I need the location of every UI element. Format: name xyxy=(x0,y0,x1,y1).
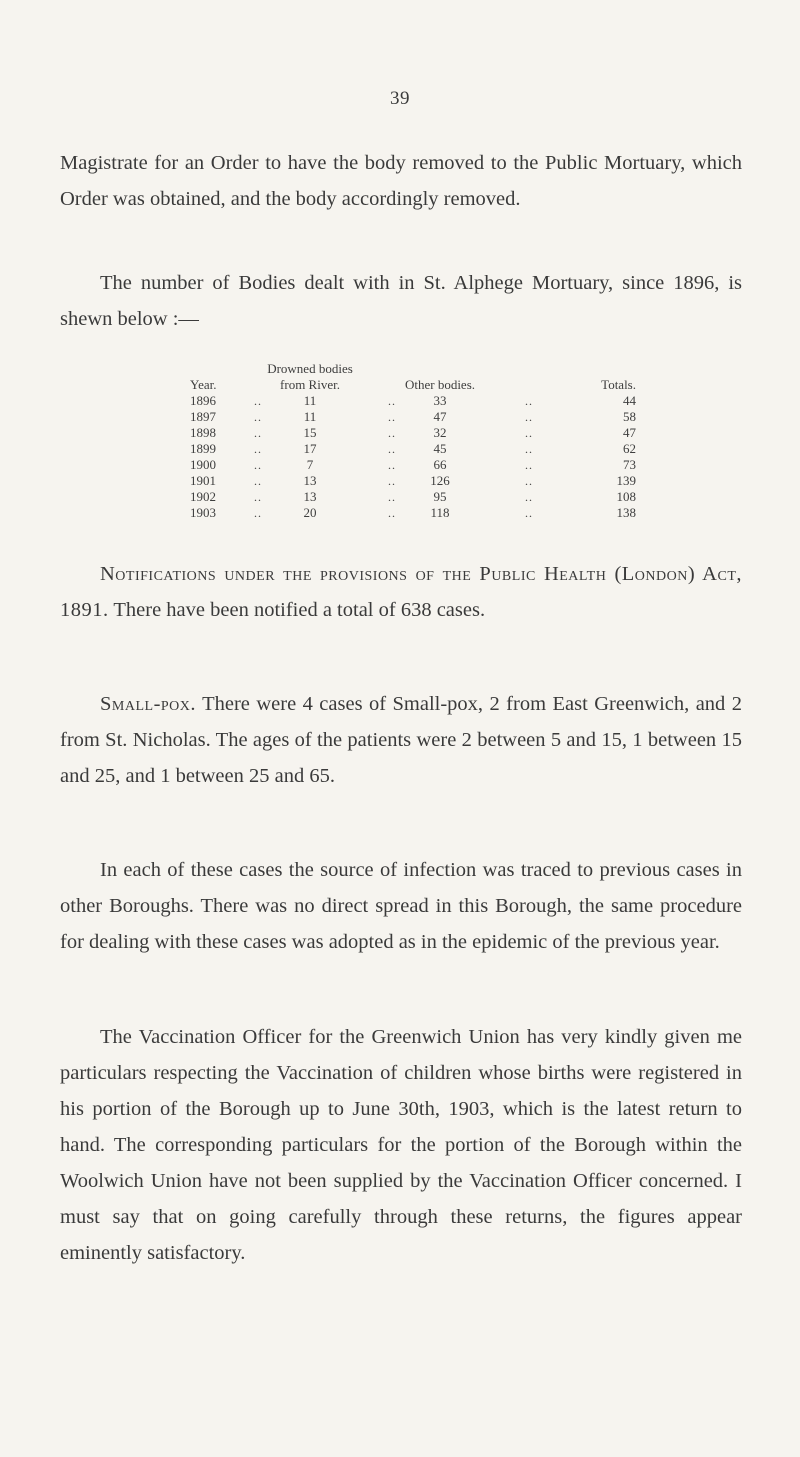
cell-total: 73 xyxy=(623,457,636,472)
notifications-heading: Notifications under the provisions of the Public Health (London) Act, 1891. xyxy=(60,563,742,621)
table-row xyxy=(190,473,650,489)
cell-other: 33 xyxy=(433,393,447,408)
header-other: Other bodies. xyxy=(404,377,476,392)
cell-drowned: 15 xyxy=(303,425,317,440)
leader-dots: .. xyxy=(388,426,396,440)
paragraph-vaccination xyxy=(60,1019,742,1271)
smallpox-heading: Small-pox. xyxy=(100,693,197,715)
cell-other: 95 xyxy=(433,489,447,504)
cell-total: 108 xyxy=(616,489,636,504)
cell-year: 1903 xyxy=(190,505,216,520)
cell-total: 62 xyxy=(623,441,636,456)
cell-other: 118 xyxy=(430,505,450,520)
cell-year: 1897 xyxy=(190,409,216,424)
paragraph-infection-source xyxy=(60,852,742,960)
cell-year: 1899 xyxy=(190,441,216,456)
table-row xyxy=(190,409,650,425)
leader-dots: .. xyxy=(388,506,396,520)
header-drowned-line1: Drowned bodies xyxy=(267,361,353,376)
paragraph-smallpox xyxy=(60,686,742,794)
leader-dots: .. xyxy=(388,394,396,408)
smallpox-text: There were 4 cases of Small-pox, 2 from East Greenwich, and 2 from St. Nicholas. The ages of the patients were 2 between 5 and 15, 1 between 15 and 25, and 1 between 25 and 65. xyxy=(60,693,742,787)
table-row xyxy=(190,505,650,521)
cell-other: 47 xyxy=(433,409,447,424)
leader-dots: .. xyxy=(525,426,533,440)
table-body xyxy=(190,393,650,521)
leader-dots: .. xyxy=(525,506,533,520)
vaccination-text: The Vaccination Officer for the Greenwich Union has very kindly given me particulars respecting the Vaccination of children whose births were registered in his portion of the Borough up to June 30th, 1903, which is the latest return to hand. The corresponding particulars for the portion of the Borough within the Woolwich Union have not been supplied by the Vaccination Officer concerned. I must say that on going carefully through these returns, the figures appear eminently satisfactory. xyxy=(60,1026,742,1264)
cell-total: 138 xyxy=(616,505,636,520)
leader-dots: .. xyxy=(388,442,396,456)
cell-total: 58 xyxy=(623,409,636,424)
leader-dots: .. xyxy=(525,442,533,456)
cell-year: 1901 xyxy=(190,473,216,488)
mortuary-bodies-table xyxy=(190,361,650,521)
leader-dots: .. xyxy=(254,442,262,456)
paragraph-mortuary-order: Magistrate for an Order to have the body removed to the Public Mortuary, which Order was obtained, and the body accordingly removed. xyxy=(60,152,742,210)
cell-drowned: 20 xyxy=(303,505,317,520)
cell-year: 1898 xyxy=(190,425,216,440)
cell-drowned: 7 xyxy=(306,457,314,472)
leader-dots: .. xyxy=(525,490,533,504)
leader-dots: .. xyxy=(388,458,396,472)
table-row xyxy=(190,489,650,505)
header-totals: Totals. xyxy=(601,377,636,392)
cell-total: 139 xyxy=(616,473,636,488)
leader-dots: .. xyxy=(254,490,262,504)
table-header xyxy=(190,361,650,393)
leader-dots: .. xyxy=(254,506,262,520)
paragraph-bodies-intro xyxy=(60,265,742,337)
cell-year: 1900 xyxy=(190,457,216,472)
leader-dots: .. xyxy=(525,394,533,408)
leader-dots: .. xyxy=(525,410,533,424)
cell-drowned: 13 xyxy=(303,489,317,504)
leader-dots: .. xyxy=(388,474,396,488)
leader-dots: .. xyxy=(254,458,262,472)
header-year: Year. xyxy=(190,377,217,392)
cell-drowned: 11 xyxy=(303,409,317,424)
cell-other: 32 xyxy=(433,425,447,440)
header-drowned-line2: from River. xyxy=(280,377,340,392)
leader-dots: .. xyxy=(525,458,533,472)
cell-total: 44 xyxy=(623,393,636,408)
cell-other: 45 xyxy=(433,441,447,456)
leader-dots: .. xyxy=(388,490,396,504)
table-row xyxy=(190,425,650,441)
cell-year: 1902 xyxy=(190,489,216,504)
paragraph-bodies-intro-text: The number of Bodies dealt with in St. Alphege Mortuary, since 1896, is shewn below :— xyxy=(60,272,742,330)
cell-year: 1896 xyxy=(190,393,216,408)
leader-dots: .. xyxy=(254,410,262,424)
page-number: 39 xyxy=(390,88,410,109)
leader-dots: .. xyxy=(254,474,262,488)
cell-total: 47 xyxy=(623,425,636,440)
leader-dots: .. xyxy=(525,474,533,488)
paragraph-notifications xyxy=(60,556,742,628)
cell-drowned: 13 xyxy=(303,473,317,488)
leader-dots: .. xyxy=(254,394,262,408)
table-row xyxy=(190,393,650,409)
cell-drowned: 17 xyxy=(303,441,317,456)
cell-other: 126 xyxy=(430,473,450,488)
infection-source-text: In each of these cases the source of infection was traced to previous cases in other Boroughs. There was no direct spread in this Borough, the same procedure for dealing with these cases was adopted as in the epidemic of the previous year. xyxy=(60,859,742,953)
cell-other: 66 xyxy=(433,457,447,472)
table-row xyxy=(190,457,650,473)
table-row xyxy=(190,441,650,457)
leader-dots: .. xyxy=(254,426,262,440)
cell-drowned: 11 xyxy=(303,393,317,408)
leader-dots: .. xyxy=(388,410,396,424)
notifications-text: There have been notified a total of 638 cases. xyxy=(108,599,486,621)
